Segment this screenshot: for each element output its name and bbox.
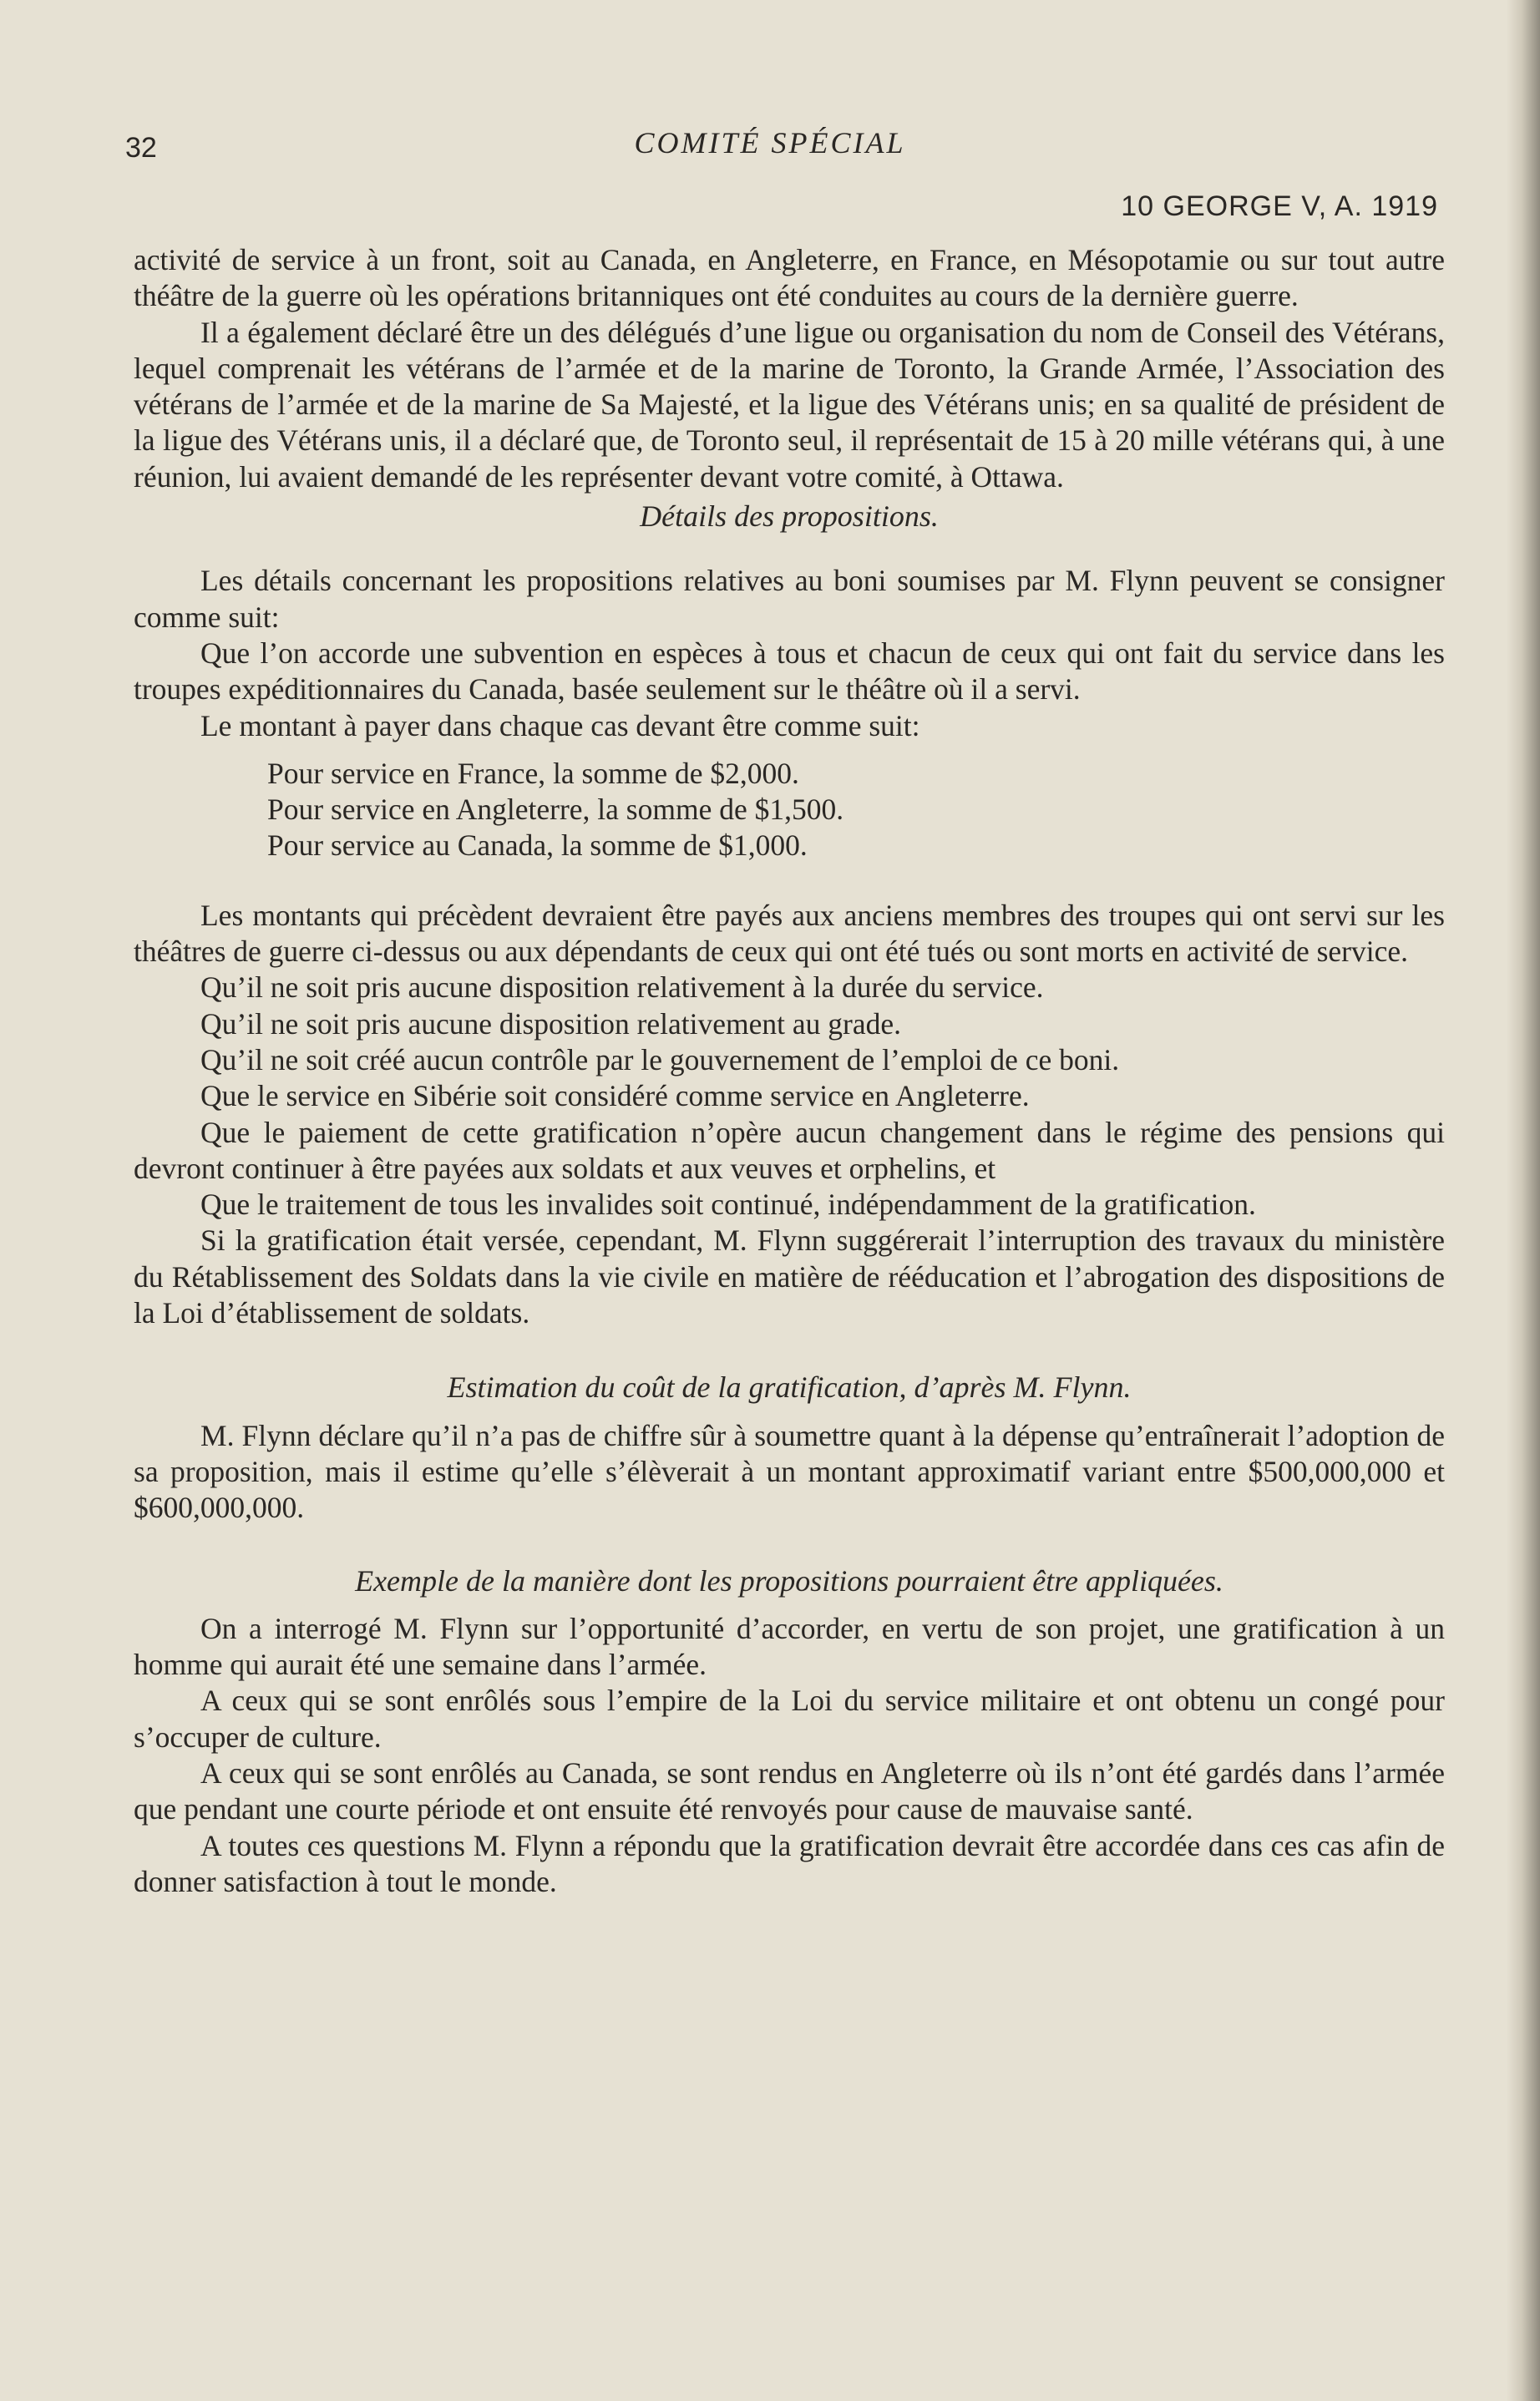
paragraph-delegate: Il a également déclaré être un des délégués d’une ligue ou organisation du nom de Conseil des Vétérans, lequel comprenait les vétérans de l’armée et de la marine de Toronto, la Grande Armée, l’Association des vétérans de l’armée et de la marine de Sa Majesté, et la ligue des Vétérans unis; en sa qualité de président de la ligue des Vétérans unis, il a déclaré que, de Toronto seul, il représentait de 15 à 20 mille vétérans qui, à une réunion, lui avaient demandé de les représenter devant votre comité, à Ottawa. — [134, 315, 1445, 494]
paragraph-invalids: Que le traitement de tous les invalides soit continué, indépendamment de la gratification. — [200, 1188, 1256, 1222]
section-heading-estimate: Estimation du coût de la gratification, d’après M. Flynn. — [447, 1370, 1132, 1405]
document-body — [134, 242, 1445, 1900]
offer-canada: Pour service au Canada, la somme de $1,000. — [267, 828, 808, 863]
paragraph-siberia: Que le service en Sibérie soit considéré comme service en Angleterre. — [200, 1079, 1030, 1113]
offer-france: Pour service en France, la somme de $2,000. — [267, 756, 799, 790]
paragraph-duration: Qu’il ne soit pris aucune disposition relativement à la durée du service. — [200, 970, 1044, 1005]
paragraph-question-service-act: A ceux qui se sont enrôlés sous l’empire de la Loi du service militaire et ont obtenu un congé pour s’occuper de culture. — [134, 1684, 1445, 1754]
paragraph-question-week: On a interrogé M. Flynn sur l’opportunité d’accorder, en vertu de son projet, une gratification à un homme qui aurait été une semaine dans l’armée. — [134, 1611, 1445, 1682]
paragraph-estimate: M. Flynn déclare qu’il n’a pas de chiffre sûr à soumettre quant à la dépense qu’entraînerait l’adoption de sa proposition, mais il estime qu’elle s’élèverait à un montant approximatif variant entre $500,000,000 et $600,000,000. — [134, 1418, 1445, 1525]
paragraph-amounts-intro: Le montant à payer dans chaque cas devant être comme suit: — [200, 708, 920, 742]
paragraph-control: Qu’il ne soit créé aucun contrôle par le gouvernement de l’emploi de ce boni. — [200, 1042, 1120, 1076]
paragraph-subvention: Que l’on accorde une subvention en espèces à tous et chacun de ceux qui ont fait du service dans les troupes expéditionnaires du Canada, basée seulement sur le théâtre où il a servi. — [134, 636, 1445, 707]
paragraph-recipients: Les montants qui précèdent devraient être payés aux anciens membres des troupes qui ont servi sur les théâtres de guerre ci-dessus ou aux dépendants de ceux qui ont été tués ou sont morts en activité de service. — [134, 898, 1445, 969]
page-edge-shadow — [1507, 0, 1540, 2401]
session-label: 10 GEORGE V, A. 1919 — [1121, 190, 1438, 222]
paragraph-rank: Qu’il ne soit pris aucune disposition relativement au grade. — [200, 1006, 901, 1041]
page-number: 32 — [125, 132, 157, 164]
paragraph-question-health: A ceux qui se sont enrôlés au Canada, se sont rendus en Angleterre où ils n’ont été gardés dans l’armée que pendant une courte période et ont ensuite été renvoyés pour cause de mauvaise santé. — [134, 1755, 1445, 1826]
paragraph-continuation: activité de service à un front, soit au Canada, en Angleterre, en France, en Mésopotamie ou sur tout autre théâtre de la guerre où les opérations britanniques ont été conduites au cours de la dernière guerre. — [134, 243, 1445, 313]
page-title: COMITÉ SPÉCIAL — [634, 126, 906, 160]
offer-angleterre: Pour service en Angleterre, la somme de $1,500. — [267, 793, 844, 827]
paragraph-details-intro: Les détails concernant les propositions relatives au boni soumises par M. Flynn peuvent se consigner comme suit: — [134, 564, 1445, 634]
section-heading-example: Exemple de la manière dont les propositions pourraient être appliquées. — [355, 1563, 1223, 1598]
paragraph-interruption: Si la gratification était versée, cependant, M. Flynn suggérerait l’interruption des travaux du ministère du Rétablissement des Soldats dans la vie civile en matière de rééducation et l’abrogation des dispositions de la Loi d’établissement de soldats. — [134, 1223, 1445, 1330]
paragraph-answer: A toutes ces questions M. Flynn a répondu que la gratification devrait être accordée dans ces cas afin de donner satisfaction à tout le monde. — [134, 1828, 1445, 1898]
section-heading-details: Détails des propositions. — [640, 499, 939, 534]
offer-list — [134, 756, 1445, 864]
paragraph-pensions: Que le paiement de cette gratification n’opère aucun changement dans le régime des pensions qui devront continuer à être payées aux soldats et aux veuves et orphelins, et — [134, 1115, 1445, 1185]
